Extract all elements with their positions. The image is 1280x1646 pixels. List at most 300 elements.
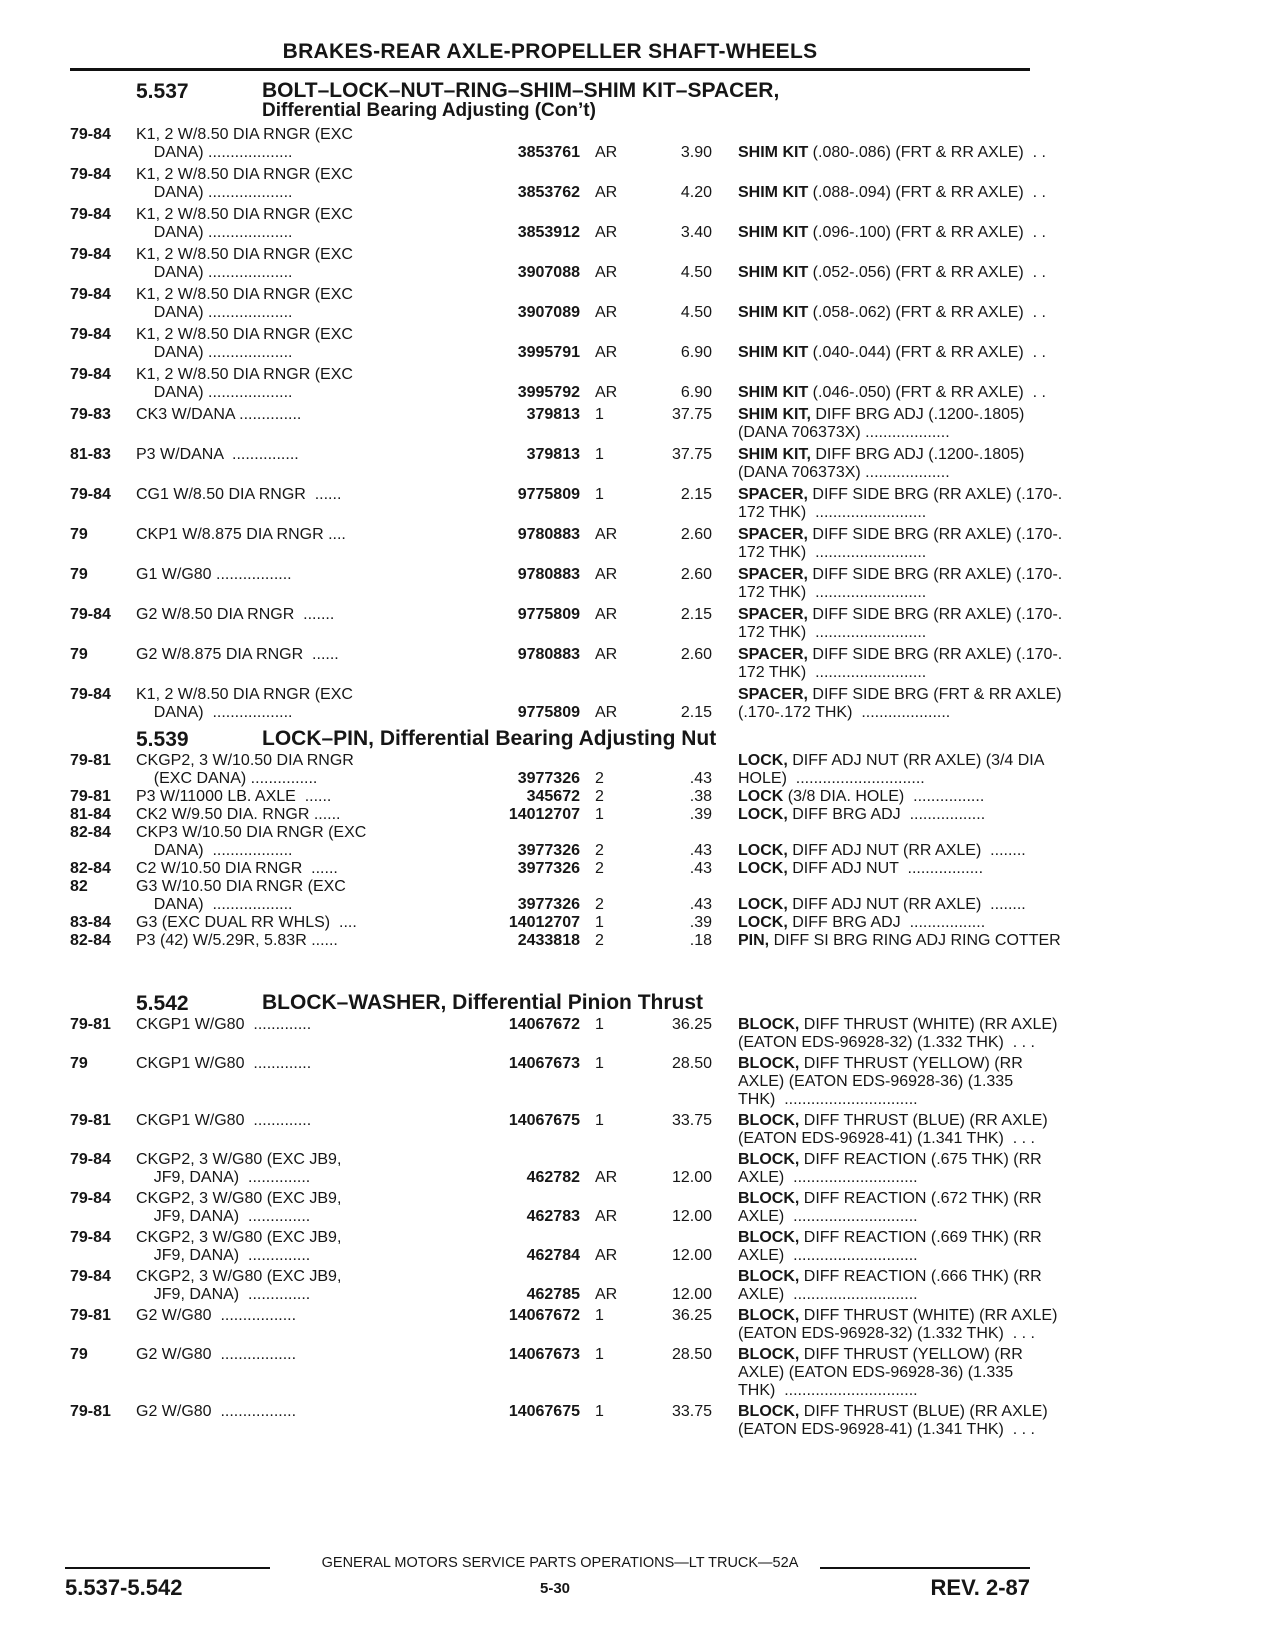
model-application: K1, 2 W/8.50 DIA RNGR (EXC DANA) ................... <box>136 206 353 241</box>
part-number: 9780883 <box>517 526 580 543</box>
footer-rule-left <box>65 1567 270 1569</box>
part-number: 462784 <box>526 1247 580 1264</box>
section-heading <box>70 80 1030 126</box>
quantity: AR <box>595 1286 618 1303</box>
part-description-detail: DIFF REACTION (.672 THK) (RR AXLE) ............................ <box>738 1190 1042 1225</box>
quantity: AR <box>595 224 618 241</box>
model-application: G3 W/10.50 DIA RNGR (EXC DANA) .................. <box>136 878 346 913</box>
model-year: 82 <box>70 878 88 895</box>
price: 12.00 <box>671 1169 712 1186</box>
quantity: 2 <box>595 896 604 913</box>
part-description-keyword: LOCK, <box>738 752 788 769</box>
part-description-detail: DIFF SI BRG RING ADJ RING COTTER <box>769 932 1061 949</box>
section-5-537 <box>70 79 1063 726</box>
model-application: G2 W/G80 ................. <box>136 1307 297 1324</box>
part-row <box>70 752 1045 788</box>
part-description-detail: DIFF THRUST (YELLOW) (RR AXLE) (EATON EDS-96928-36) (1.335 THK) .............................. <box>738 1055 1023 1108</box>
part-description-keyword: SHIM KIT <box>738 224 809 241</box>
price: 2.15 <box>680 606 712 623</box>
quantity: 2 <box>595 932 604 949</box>
part-description <box>738 526 1098 562</box>
model-year: 79-81 <box>70 752 111 769</box>
part-description <box>738 1055 1098 1109</box>
section-title: LOCK–PIN, Differential Bearing Adjusting Nut <box>262 727 717 750</box>
section-5-539 <box>70 727 1061 950</box>
model-application: CKGP2, 3 W/G80 (EXC JB9, JF9, DANA) .............. <box>136 1151 342 1186</box>
section-title: BOLT–LOCK–NUT–RING–SHIM–SHIM KIT–SPACER, <box>262 79 780 102</box>
price: 6.90 <box>680 344 712 361</box>
part-row <box>70 1055 1030 1112</box>
part-description <box>738 1229 1098 1265</box>
part-description-keyword: LOCK, <box>738 896 788 913</box>
model-application: G2 W/G80 ................. <box>136 1346 297 1363</box>
part-row <box>70 932 1061 950</box>
model-year: 79-81 <box>70 788 111 805</box>
part-description-keyword: BLOCK, <box>738 1403 800 1420</box>
model-year: 79-84 <box>70 1268 111 1285</box>
model-year: 82-84 <box>70 860 111 877</box>
part-description-detail: (.046-.050) (FRT & RR AXLE) . . <box>808 384 1046 401</box>
part-row <box>70 526 1063 566</box>
part-number: 14012707 <box>508 806 580 823</box>
quantity: AR <box>595 1247 618 1264</box>
price: 2.60 <box>680 566 712 583</box>
part-number: 9775809 <box>517 486 580 503</box>
model-year: 83-84 <box>70 914 111 931</box>
part-number: 462783 <box>526 1208 580 1225</box>
part-description-detail: DIFF SIDE BRG (RR AXLE) (.170-. 172 THK) ......................... <box>738 486 1063 521</box>
part-row <box>70 1016 1058 1055</box>
part-row <box>70 566 1063 606</box>
part-number: 3977326 <box>517 770 580 787</box>
model-application: K1, 2 W/8.50 DIA RNGR (EXC DANA) ................... <box>136 366 353 401</box>
part-description-keyword: LOCK <box>738 788 784 805</box>
part-description-keyword: SPACER, <box>738 646 808 663</box>
part-description-keyword: BLOCK, <box>738 1268 800 1285</box>
quantity: 1 <box>595 486 604 503</box>
quantity: 2 <box>595 770 604 787</box>
model-year: 79-84 <box>70 606 111 623</box>
part-description-keyword: SHIM KIT <box>738 264 809 281</box>
model-year: 79-83 <box>70 406 111 423</box>
price: .43 <box>689 860 712 877</box>
model-application: P3 W/DANA ............... <box>136 446 299 463</box>
part-description-keyword: SPACER, <box>738 486 808 503</box>
part-number: 462782 <box>526 1169 580 1186</box>
quantity: 1 <box>595 1055 604 1072</box>
part-description <box>738 842 1098 860</box>
part-description <box>738 144 1098 162</box>
model-year: 79-81 <box>70 1016 111 1033</box>
part-description-detail: DIFF SIDE BRG (RR AXLE) (.170-. 172 THK) ......................... <box>738 606 1063 641</box>
part-number: 14012707 <box>508 914 580 931</box>
model-application: K1, 2 W/8.50 DIA RNGR (EXC DANA) ................... <box>136 166 353 201</box>
part-number: 379813 <box>526 446 580 463</box>
quantity: AR <box>595 1208 618 1225</box>
part-number: 3995791 <box>517 344 580 361</box>
part-description-keyword: BLOCK, <box>738 1307 800 1324</box>
quantity: AR <box>595 384 618 401</box>
part-description-detail: (.096-.100) (FRT & RR AXLE) . . <box>808 224 1046 241</box>
part-description-detail: DIFF BRG ADJ (.1200-.1805) (DANA 706373X) ................... <box>738 446 1025 481</box>
price: 37.75 <box>671 446 712 463</box>
model-application: CKP3 W/10.50 DIA RNGR (EXC DANA) .................. <box>136 824 367 859</box>
model-application: P3 (42) W/5.29R, 5.83R ...... <box>136 932 338 949</box>
model-application: CKGP2, 3 W/G80 (EXC JB9, JF9, DANA) .............. <box>136 1229 342 1264</box>
quantity: 1 <box>595 446 604 463</box>
part-description-detail: DIFF THRUST (WHITE) (RR AXLE) (EATON EDS-96928-32) (1.332 THK) . . . <box>738 1016 1058 1051</box>
part-description-keyword: BLOCK, <box>738 1190 800 1207</box>
part-description <box>738 1268 1098 1304</box>
part-number: 14067675 <box>508 1403 580 1420</box>
price: 37.75 <box>671 406 712 423</box>
price: 28.50 <box>671 1055 712 1072</box>
part-description-keyword: BLOCK, <box>738 1055 800 1072</box>
price: 33.75 <box>671 1112 712 1129</box>
part-description-keyword: BLOCK, <box>738 1229 800 1246</box>
part-description <box>738 686 1098 722</box>
part-number: 14067675 <box>508 1112 580 1129</box>
part-number: 9775809 <box>517 606 580 623</box>
quantity: AR <box>595 566 618 583</box>
part-row <box>70 1307 1058 1346</box>
page-title: BRAKES-REAR AXLE-PROPELLER SHAFT-WHEELS <box>282 40 818 63</box>
quantity: 1 <box>595 1346 604 1363</box>
model-application: CKGP2, 3 W/10.50 DIA RNGR (EXC DANA) ............... <box>136 752 354 787</box>
part-row <box>70 206 1046 246</box>
part-description-detail: DIFF REACTION (.666 THK) (RR AXLE) ............................ <box>738 1268 1042 1303</box>
price: .39 <box>689 806 712 823</box>
part-description <box>738 788 1098 806</box>
part-description-detail: DIFF SIDE BRG (FRT & RR AXLE) (.170-.172 THK) .................... <box>738 686 1062 721</box>
model-year: 79-84 <box>70 126 111 143</box>
price: 12.00 <box>671 1247 712 1264</box>
part-description <box>738 304 1098 322</box>
part-description <box>738 224 1098 242</box>
model-year: 79 <box>70 646 88 663</box>
part-row <box>70 1151 1042 1190</box>
model-year: 79-81 <box>70 1307 111 1324</box>
part-description <box>738 566 1098 602</box>
model-application: CKP1 W/8.875 DIA RNGR .... <box>136 526 346 543</box>
part-row <box>70 1346 1030 1403</box>
model-application: G1 W/G80 ................. <box>136 566 292 583</box>
model-year: 79-84 <box>70 326 111 343</box>
model-application: CKGP1 W/G80 ............. <box>136 1016 312 1033</box>
model-application: G3 (EXC DUAL RR WHLS) .... <box>136 914 357 931</box>
model-year: 79 <box>70 1055 88 1072</box>
price: 36.25 <box>671 1016 712 1033</box>
part-number: 379813 <box>526 406 580 423</box>
price: 33.75 <box>671 1403 712 1420</box>
part-description-detail: DIFF ADJ NUT (RR AXLE) ........ <box>787 842 1026 859</box>
footer-section-range: 5.537-5.542 <box>65 1575 183 1600</box>
part-description-detail: (.058-.062) (FRT & RR AXLE) . . <box>808 304 1046 321</box>
quantity: 1 <box>595 406 604 423</box>
model-application: G2 W/8.875 DIA RNGR ...... <box>136 646 339 663</box>
model-year: 82-84 <box>70 932 111 949</box>
part-description-keyword: SPACER, <box>738 526 808 543</box>
part-description-detail: DIFF BRG ADJ ................. <box>787 914 986 931</box>
part-description-detail: DIFF ADJ NUT ................. <box>787 860 984 877</box>
section-heading <box>70 992 1030 1016</box>
quantity: 1 <box>595 806 604 823</box>
quantity: 2 <box>595 842 604 859</box>
part-description-detail: DIFF THRUST (WHITE) (RR AXLE) (EATON EDS-96928-32) (1.332 THK) . . . <box>738 1307 1058 1342</box>
model-application: P3 W/11000 LB. AXLE ...... <box>136 788 332 805</box>
quantity: AR <box>595 704 618 721</box>
price: .43 <box>689 770 712 787</box>
footer-page-number: 5-30 <box>540 1580 571 1597</box>
part-description-keyword: SHIM KIT, <box>738 406 811 423</box>
part-description <box>738 264 1098 282</box>
model-year: 79-84 <box>70 366 111 383</box>
part-number: 2433818 <box>517 932 580 949</box>
part-row <box>70 246 1046 286</box>
part-description-keyword: SHIM KIT <box>738 304 809 321</box>
part-number: 3977326 <box>517 896 580 913</box>
part-description <box>738 806 1098 824</box>
part-row <box>70 1268 1042 1307</box>
part-number: 345672 <box>526 788 580 805</box>
part-description <box>738 1403 1098 1439</box>
part-row <box>70 606 1063 646</box>
part-number: 3977326 <box>517 860 580 877</box>
part-description <box>738 1346 1098 1400</box>
model-year: 79-84 <box>70 286 111 303</box>
model-year: 79-84 <box>70 166 111 183</box>
quantity: 2 <box>595 860 604 877</box>
part-number: 3907088 <box>517 264 580 281</box>
footer-rule-right <box>820 1567 1030 1569</box>
model-year: 79-84 <box>70 206 111 223</box>
parts-list <box>70 1016 1058 1442</box>
model-application: CKGP1 W/G80 ............. <box>136 1112 312 1129</box>
part-description-detail: DIFF SIDE BRG (RR AXLE) (.170-. 172 THK) ......................... <box>738 566 1063 601</box>
model-application: CKGP1 W/G80 ............. <box>136 1055 312 1072</box>
price: 2.60 <box>680 526 712 543</box>
section-number: 5.542 <box>136 992 189 1015</box>
part-number: 3977326 <box>517 842 580 859</box>
model-application: G2 W/8.50 DIA RNGR ....... <box>136 606 335 623</box>
section-number: 5.537 <box>136 80 189 103</box>
quantity: 1 <box>595 1403 604 1420</box>
part-row <box>70 446 1030 486</box>
part-description <box>738 606 1098 642</box>
part-number: 14067673 <box>508 1346 580 1363</box>
price: 2.60 <box>680 646 712 663</box>
part-description-keyword: SHIM KIT <box>738 184 809 201</box>
part-description <box>738 184 1098 202</box>
part-description <box>738 932 1098 950</box>
price: 3.90 <box>680 144 712 161</box>
model-application: CKGP2, 3 W/G80 (EXC JB9, JF9, DANA) .............. <box>136 1190 342 1225</box>
header-rule <box>70 68 1030 71</box>
quantity: AR <box>595 264 618 281</box>
model-application: K1, 2 W/8.50 DIA RNGR (EXC DANA) ................... <box>136 286 353 321</box>
part-description-detail: DIFF ADJ NUT (RR AXLE) (3/4 DIA HOLE) ............................. <box>738 752 1045 787</box>
model-application: K1, 2 W/8.50 DIA RNGR (EXC DANA) ................... <box>136 126 353 161</box>
quantity: 1 <box>595 1016 604 1033</box>
model-application: K1, 2 W/8.50 DIA RNGR (EXC DANA) .................. <box>136 686 353 721</box>
price: 3.40 <box>680 224 712 241</box>
part-row <box>70 1229 1042 1268</box>
part-number: 9780883 <box>517 566 580 583</box>
part-description-detail: DIFF THRUST (YELLOW) (RR AXLE) (EATON EDS-96928-36) (1.335 THK) .............................. <box>738 1346 1023 1399</box>
part-row <box>70 1190 1042 1229</box>
part-number: 3853912 <box>517 224 580 241</box>
part-description-keyword: SHIM KIT, <box>738 446 811 463</box>
price: 36.25 <box>671 1307 712 1324</box>
part-number: 3907089 <box>517 304 580 321</box>
part-number: 3995792 <box>517 384 580 401</box>
price: 12.00 <box>671 1286 712 1303</box>
part-number: 462785 <box>526 1286 580 1303</box>
model-year: 82-84 <box>70 824 111 841</box>
part-row <box>70 326 1046 366</box>
quantity: AR <box>595 646 618 663</box>
part-description-detail: (.088-.094) (FRT & RR AXLE) . . <box>808 184 1046 201</box>
part-description-keyword: LOCK, <box>738 914 788 931</box>
part-description-keyword: BLOCK, <box>738 1151 800 1168</box>
footer-publisher: GENERAL MOTORS SERVICE PARTS OPERATIONS—LT TRUCK—52A <box>321 1555 799 1571</box>
part-row <box>70 1112 1048 1151</box>
quantity: 1 <box>595 914 604 931</box>
part-number: 9780883 <box>517 646 580 663</box>
model-year: 81-84 <box>70 806 111 823</box>
model-year: 79-81 <box>70 1112 111 1129</box>
part-description-keyword: BLOCK, <box>738 1016 800 1033</box>
part-description-detail: (.040-.044) (FRT & RR AXLE) . . <box>808 344 1046 361</box>
part-description <box>738 1112 1098 1148</box>
quantity: AR <box>595 184 618 201</box>
model-application: K1, 2 W/8.50 DIA RNGR (EXC DANA) ................... <box>136 246 353 281</box>
price: 2.15 <box>680 704 712 721</box>
part-description-detail: (.052-.056) (FRT & RR AXLE) . . <box>808 264 1046 281</box>
part-row <box>70 646 1063 686</box>
section-title: BLOCK–WASHER, Differential Pinion Thrust <box>262 991 704 1014</box>
part-description <box>738 486 1098 522</box>
part-description-detail: DIFF REACTION (.675 THK) (RR AXLE) ............................ <box>738 1151 1042 1186</box>
model-application: CKGP2, 3 W/G80 (EXC JB9, JF9, DANA) .............. <box>136 1268 342 1303</box>
model-application: CG1 W/8.50 DIA RNGR ...... <box>136 486 342 503</box>
price: .43 <box>689 842 712 859</box>
part-description-keyword: SPACER, <box>738 566 808 583</box>
section-subtitle: Differential Bearing Adjusting (Con’t) <box>262 100 596 121</box>
price: 4.20 <box>680 184 712 201</box>
price: .38 <box>689 788 712 805</box>
part-description <box>738 752 1098 788</box>
model-application: CK3 W/DANA .............. <box>136 406 302 423</box>
price: 2.15 <box>680 486 712 503</box>
part-description <box>738 860 1098 878</box>
part-description <box>738 384 1098 402</box>
quantity: 2 <box>595 788 604 805</box>
section-5-542 <box>70 991 1058 1442</box>
price: 12.00 <box>671 1208 712 1225</box>
part-row <box>70 406 1030 446</box>
model-year: 79-84 <box>70 1229 111 1246</box>
part-description-detail: DIFF BRG ADJ ................. <box>787 806 986 823</box>
model-year: 79-81 <box>70 1403 111 1420</box>
part-row <box>70 366 1046 406</box>
part-row <box>70 860 1030 878</box>
part-description <box>738 406 1098 442</box>
quantity: AR <box>595 606 618 623</box>
part-number: 3853762 <box>517 184 580 201</box>
part-description <box>738 914 1098 932</box>
model-application: C2 W/10.50 DIA RNGR ...... <box>136 860 338 877</box>
part-description-detail: (.080-.086) (FRT & RR AXLE) . . <box>808 144 1046 161</box>
part-description <box>738 1190 1098 1226</box>
part-description <box>738 1307 1098 1343</box>
part-description-detail: DIFF SIDE BRG (RR AXLE) (.170-. 172 THK) ......................... <box>738 646 1063 681</box>
price: .39 <box>689 914 712 931</box>
quantity: 1 <box>595 1307 604 1324</box>
part-description-keyword: BLOCK, <box>738 1112 800 1129</box>
part-description <box>738 646 1098 682</box>
part-description-keyword: SPACER, <box>738 686 808 703</box>
price: 28.50 <box>671 1346 712 1363</box>
part-description-detail: DIFF THRUST (BLUE) (RR AXLE) (EATON EDS-96928-41) (1.341 THK) . . . <box>738 1112 1048 1147</box>
part-description-detail: DIFF BRG ADJ (.1200-.1805) (DANA 706373X) ................... <box>738 406 1025 441</box>
part-description-detail: DIFF THRUST (BLUE) (RR AXLE) (EATON EDS-96928-41) (1.341 THK) . . . <box>738 1403 1048 1438</box>
part-description-keyword: LOCK, <box>738 842 788 859</box>
part-description-keyword: PIN, <box>738 932 770 949</box>
part-description <box>738 446 1098 482</box>
parts-list <box>70 752 1061 950</box>
model-year: 79 <box>70 566 88 583</box>
part-row <box>70 1403 1048 1442</box>
model-year: 81-83 <box>70 446 111 463</box>
part-number: 14067673 <box>508 1055 580 1072</box>
part-row <box>70 788 1030 806</box>
part-row <box>70 126 1046 166</box>
part-number: 14067672 <box>508 1016 580 1033</box>
model-year: 79-84 <box>70 1151 111 1168</box>
model-year: 79-84 <box>70 686 111 703</box>
quantity: 1 <box>595 1112 604 1129</box>
part-description-keyword: SHIM KIT <box>738 384 809 401</box>
quantity: AR <box>595 344 618 361</box>
model-application: CK2 W/9.50 DIA. RNGR ...... <box>136 806 341 823</box>
model-application: G2 W/G80 ................. <box>136 1403 297 1420</box>
model-year: 79 <box>70 1346 88 1363</box>
part-description <box>738 1151 1098 1187</box>
model-year: 79 <box>70 526 88 543</box>
part-row <box>70 878 1030 914</box>
part-description-keyword: LOCK, <box>738 806 788 823</box>
model-year: 79-84 <box>70 1190 111 1207</box>
part-description-keyword: LOCK, <box>738 860 788 877</box>
model-application: K1, 2 W/8.50 DIA RNGR (EXC DANA) ................... <box>136 326 353 361</box>
part-row <box>70 824 1030 860</box>
part-description <box>738 1016 1098 1052</box>
part-description-keyword: BLOCK, <box>738 1346 800 1363</box>
section-heading <box>70 728 1030 752</box>
price: 6.90 <box>680 384 712 401</box>
part-row <box>70 914 1030 932</box>
part-description-keyword: SHIM KIT <box>738 144 809 161</box>
part-description-keyword: SPACER, <box>738 606 808 623</box>
part-description-detail: DIFF ADJ NUT (RR AXLE) ........ <box>787 896 1026 913</box>
part-description <box>738 896 1098 914</box>
part-description-detail: (3/8 DIA. HOLE) ................ <box>783 788 985 805</box>
price: .18 <box>689 932 712 949</box>
price: 4.50 <box>680 304 712 321</box>
part-row <box>70 166 1046 206</box>
part-row <box>70 806 1030 824</box>
